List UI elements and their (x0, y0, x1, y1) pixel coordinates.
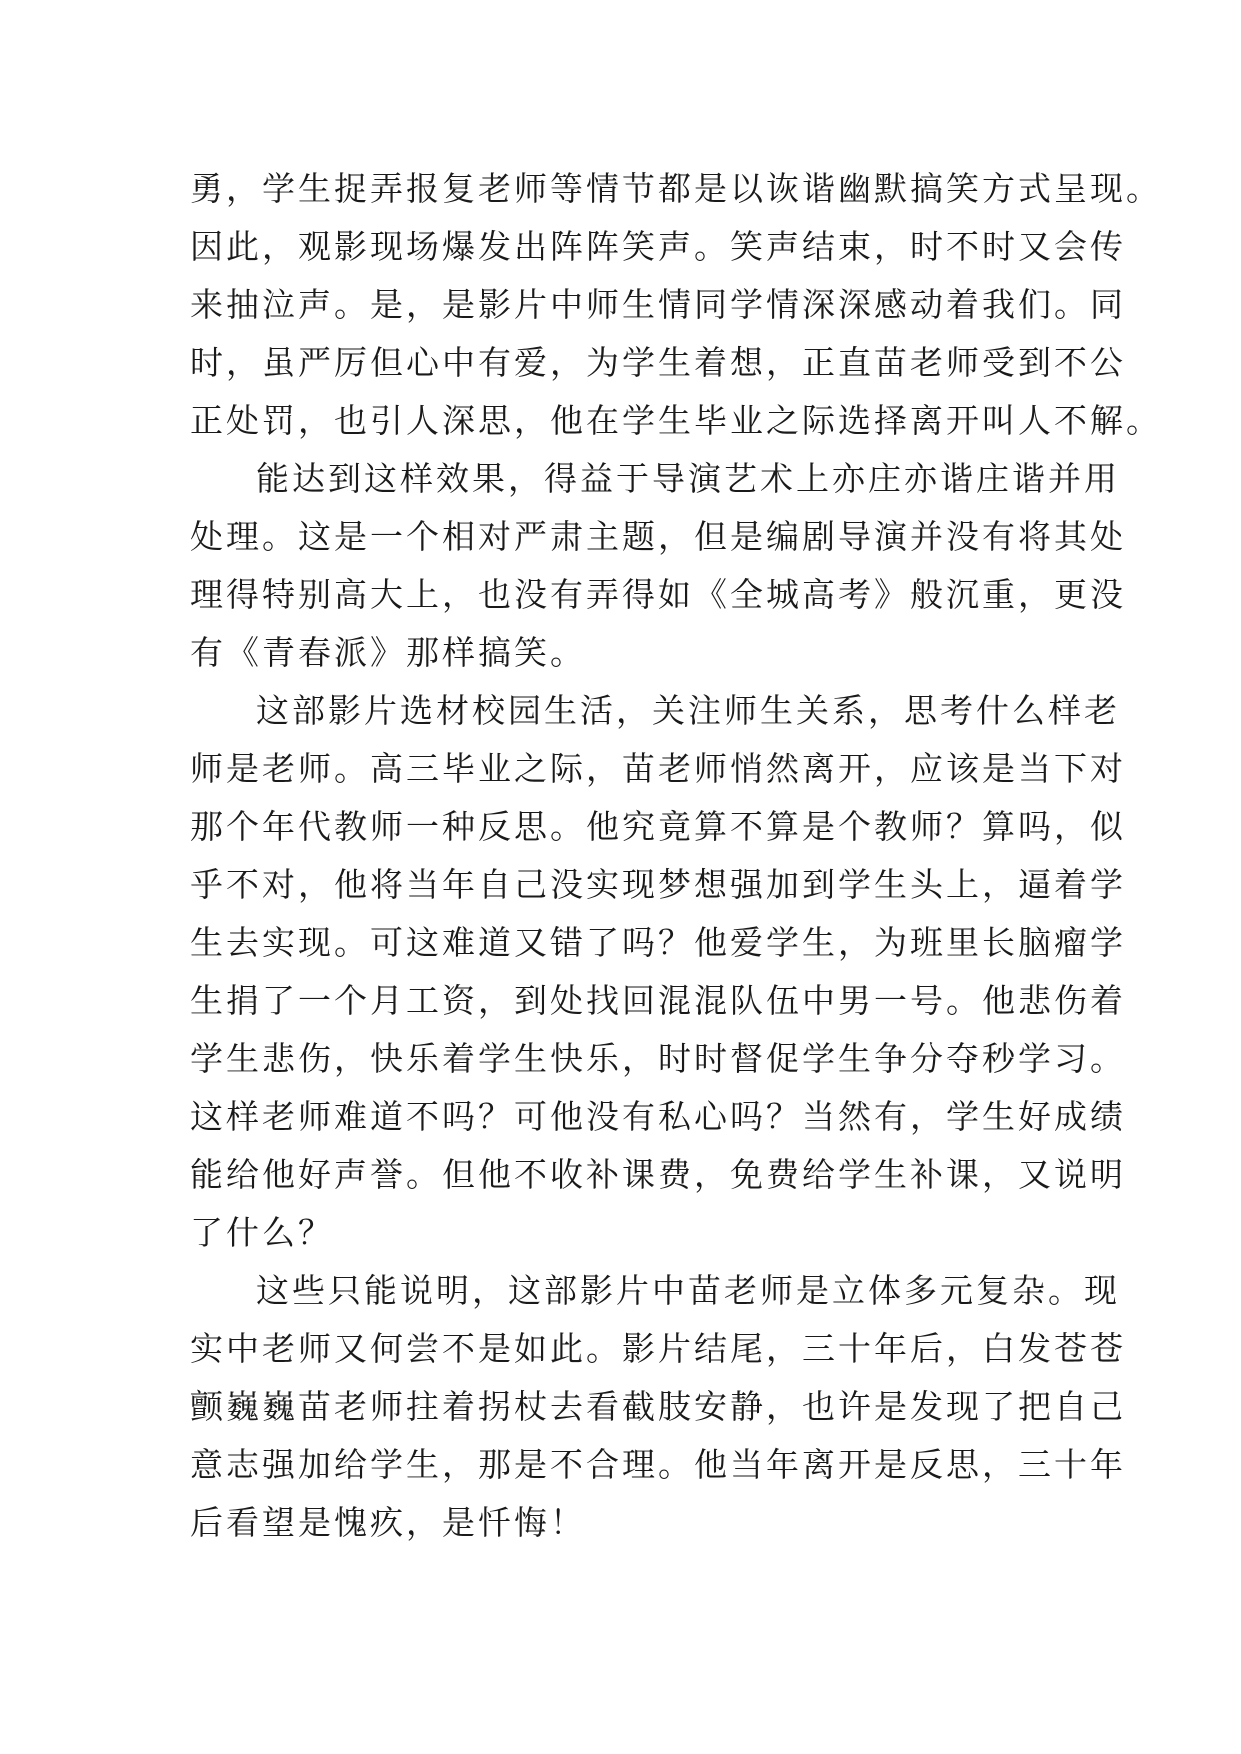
text-line: 来抽泣声。是，是影片中师生情同学情深深感动着我们。同 (190, 285, 1126, 324)
text-line: 有《青春派》那样搞笑。 (190, 633, 586, 672)
text-line: 乎不对，他将当年自己没实现梦想强加到学生头上，逼着学 (190, 865, 1126, 904)
text-line: 正处罚，也引人深思，他在学生毕业之际选择离开叫人不解。 (190, 401, 1162, 440)
text-line: 时，虽严厉但心中有爱，为学生着想，正直苗老师受到不公 (190, 343, 1126, 382)
body-text (190, 160, 1162, 1552)
text-line: 理得特别高大上，也没有弄得如《全城高考》般沉重，更没 (190, 575, 1126, 614)
text-line: 那个年代教师一种反思。他究竟算不算是个教师？算吗，似 (190, 807, 1126, 846)
text-line: 了什么？ (190, 1213, 334, 1252)
text-line: 处理。这是一个相对严肃主题，但是编剧导演并没有将其处 (190, 517, 1126, 556)
text-line: 实中老师又何尝不是如此。影片结尾，三十年后，白发苍苍 (190, 1329, 1126, 1368)
paragraph-first-line: 这部影片选材校园生活，关注师生关系，思考什么样老 (256, 691, 1120, 730)
text-line: 师是老师。高三毕业之际，苗老师悄然离开，应该是当下对 (190, 749, 1126, 788)
text-line: 意志强加给学生，那是不合理。他当年离开是反思，三十年 (190, 1445, 1126, 1484)
text-line: 学生悲伤，快乐着学生快乐，时时督促学生争分夺秒学习。 (190, 1039, 1126, 1078)
paragraph-first-line: 这些只能说明，这部影片中苗老师是立体多元复杂。现 (256, 1271, 1120, 1310)
paragraph-first-line: 能达到这样效果，得益于导演艺术上亦庄亦谐庄谐并用 (256, 459, 1120, 498)
text-line: 生去实现。可这难道又错了吗？他爱学生，为班里长脑瘤学 (190, 923, 1126, 962)
text-line: 能给他好声誉。但他不收补课费，免费给学生补课，又说明 (190, 1155, 1126, 1194)
text-line: 这样老师难道不吗？可他没有私心吗？当然有，学生好成绩 (190, 1097, 1126, 1136)
text-line: 生捐了一个月工资，到处找回混混队伍中男一号。他悲伤着 (190, 981, 1126, 1020)
text-line: 颤巍巍苗老师拄着拐杖去看截肢安静，也许是发现了把自己 (190, 1387, 1126, 1426)
text-line: 后看望是愧疚，是忏悔！ (190, 1503, 586, 1542)
text-line: 因此，观影现场爆发出阵阵笑声。笑声结束，时不时又会传 (190, 227, 1126, 266)
text-line: 勇，学生捉弄报复老师等情节都是以诙谐幽默搞笑方式呈现。 (190, 169, 1162, 208)
